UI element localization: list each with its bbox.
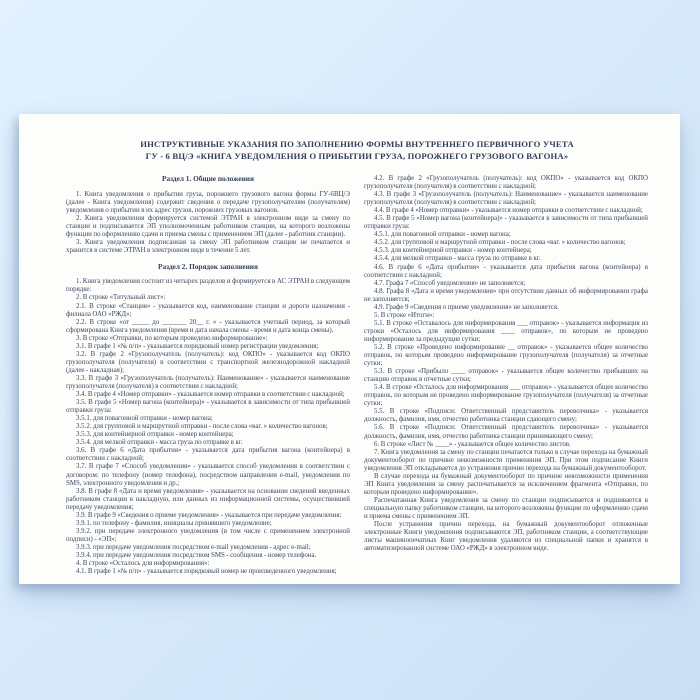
paragraph: 3.9.3. при передаче уведомления посредством e-mail уведомления - адрес e-mail; xyxy=(76,543,311,551)
paragraph: 5.2. В строке «Проведено информирование __ отправок» - указывается общее количество отправок, по которым проведено информирование грузополучателя (получателя) за отчетные сутки; xyxy=(364,343,648,368)
paragraph: В случае перехода на бумажный документооборот по причине невозможности применения ЭП Книга уведомления за смену распечатывается за исключением фрагмента «Отправки, по которым проведено информирование». xyxy=(364,472,648,496)
paragraph: 4.2. В графе 2 «Грузополучатель (получатель): код ОКПО» - указывается код ОКПО грузополучателя (получателя) в соответствии с накладной; xyxy=(364,175,648,191)
paragraph: 3.9.1. по телефону - фамилия, инициалы принявшего уведомление; xyxy=(76,519,272,527)
paragraph: 3.6. В графе 6 «Дата прибытия» - указывается дата прибытия вагона (контейнера) в соответствии с накладной; xyxy=(66,447,350,463)
paragraph: 2. В строке «Титульный лист»: xyxy=(76,294,166,302)
paragraph: 3. В строке «Отправки, по которым проведено информирование»: xyxy=(76,334,268,342)
paragraph: 3.5.1. для повагонной отправки - номер вагона; xyxy=(76,415,213,423)
paragraph: 3. Книга уведомления подписанная за смену ЭП работником станции не печатается и хранится в системе ЭТРАН в электронном виде в течение 5 лет. xyxy=(66,238,350,254)
paragraph: 5.6. В строке «Подписи: Ответственный представитель перевозчика» - указывается должность, фамилия, имя, отчество работника станции принимающего смену; xyxy=(364,424,648,440)
document-title xyxy=(122,139,592,162)
paragraph: 4.5.3. для контейнерной отправки - номер контейнера; xyxy=(374,247,532,255)
document-body xyxy=(66,175,648,576)
paragraph: 3.5.3. для контейнерной отправки - номер контейнера; xyxy=(76,431,234,439)
paragraph: 5. В строке «Итоги»: xyxy=(374,311,435,319)
paragraph: 4.5.2. для групповой и маршрутной отправки - после слова «ваг. » количество вагонов; xyxy=(374,239,626,247)
paragraph: 3.5.2. для групповой и маршрутной отправки - после слова «ваг. » количество вагонов; xyxy=(76,423,328,431)
paragraph: 3.9.2. при передаче электронного уведомления (в том числе с применением электронной подписи) - «ЭП»; xyxy=(66,527,350,543)
paragraph: 5.4. В строке «Осталось для информирования ___ отправок» - указывается общее количество отправок, по которым не проведено информирование грузополучателя (получателя) за отчетные сутки; xyxy=(364,384,648,408)
paragraph: 4.7. Графа 7 «Способ уведомления» не заполняется; xyxy=(374,279,526,287)
paragraph: 4.5. В графе 5 «Номер вагона (контейнера)» - указывается в зависимости от типа прибывшей отправки груза: xyxy=(364,215,648,231)
paragraph: 3.1. В графе 1 «№ п/п» - указывается порядковый номер регистрации уведомления; xyxy=(76,342,319,350)
paragraph: 2.2. В строке «от _____ до _______ 20__ г. » - указывается учетный период, за который сформирована Книга уведомления (время и дата начала смены - время и дата конца смены). xyxy=(66,318,350,334)
paragraph: 1. Книга уведомления о прибытии груза, порожнего грузового вагона формы ГУ-6ВЦ/Э (далее - Книга уведомления) содержит сведения о передаче грузополучателям (получателям) уведомления о прибытии в их адрес грузов, порожних грузовых вагонов. xyxy=(66,190,350,214)
paragraph: 4.5.1. для повагонной отправки - номер вагона; xyxy=(374,231,511,239)
paragraph: 3.4. В графе 4 «Номер отправки» - указывается номер отправки в соответствии с накладной; xyxy=(76,391,345,399)
paragraph: 2.1. В строке «Станция» - указывается код, наименование станции и дороги назначения - филиала ОАО «РЖД»; xyxy=(66,302,350,318)
right-column xyxy=(364,175,648,576)
paragraph: 4.1. В графе 1 «№ п/п» - указывается порядковый номер не произведенного уведомления; xyxy=(76,568,337,576)
document-title-line-2: ГУ - 6 ВЦ/Э «КНИГА УВЕДОМЛЕНИЯ О ПРИБЫТИИ ГРУЗА, ПОРОЖНЕГО ГРУЗОВОГО ВАГОНА» xyxy=(145,150,569,161)
paragraph: После устранения причин перехода, на бумажный документооборот отложенные электронные Книги уведомления подписываются ЭП, работником станции, а соответствующие листы машинопечатных Книг уведомления удаляются из специальной папки и хранятся в автоматизированной системе ОАО «РЖД» в электронном виде. xyxy=(364,521,648,553)
paragraph: 4.4. В графе 4 «Номер отправки» - указывается номер отправки в соответствии с накладной; xyxy=(374,207,643,215)
paragraph: Распечатанная Книга уведомления за смену по станции подписывается и подшивается в специальную папку работником станции, на которого возложены функции по оформлению сдачи и приема смены с применением ЭП. xyxy=(364,496,648,520)
paragraph: 4. В строке «Осталось для информирования»: xyxy=(76,560,210,568)
paragraph: 2. Книга уведомления формируется системой ЭТРАН в электронном виде за смену по станции и подписывается ЭП уполномоченным работником станции, на которого возложены функции по оформлению сдачи и приема смены с применением ЭП (далее - работник станции). xyxy=(66,214,350,238)
paragraph: 3.9.4. при передаче уведомления посредством SMS - сообщения - номер телефона. xyxy=(76,551,317,559)
paragraph: 1. Книга уведомления состоит из четырех разделов и формируется в АС ЭТРАН в следующем порядке: xyxy=(66,278,350,294)
section-heading: Раздел 2. Порядок заполнения xyxy=(158,261,258,271)
paragraph: 5.1. В строке «Оставалось для информирования ___ отправок» - указывается информация из строки «Осталось для информирования ____ отправок», по которым не проведено информирование за предыдущие сутки; xyxy=(364,319,648,343)
paragraph: 4.8. Графа 8 «Дата и время уведомления» при отсутствии данных об информировании графа не заполняется; xyxy=(364,287,648,303)
left-column xyxy=(66,175,350,576)
paragraph: 3.5. В графе 5 «Номер вагона (контейнера)» - указывается в зависимости от типа прибывшей отправки груза: xyxy=(66,399,350,415)
paragraph: 4.6. В графе 6 «Дата прибытия» - указывается дата прибытия вагона (контейнера) в соответствии с накладной; xyxy=(364,263,648,279)
paragraph: 3.2. В графе 2 «Грузополучатель (получатель): код ОКПО» - указывается код ОКПО грузополучателя (получателя) в соответствии с транспортной железнодорожной накладной (далее - накладная); xyxy=(66,350,350,374)
section-heading: Раздел 1. Общие положения xyxy=(162,174,254,183)
paragraph: 5.5. В строке «Подписи: Ответственный представитель перевозчика» - указывается должность, фамилия, имя, отчество работника станции сдающего смену; xyxy=(364,408,648,424)
paragraph: 3.8. В графе 8 «Дата и время уведомления» - указывается на основании сведений введенных работником станции в накладную, или данных из информационной системы, осуществившей передачу уведомления; xyxy=(66,487,350,511)
paragraph: 4.9. Графе 9 «Сведения о приеме уведомления» не заполняется. xyxy=(374,303,559,311)
paragraph: 5.3. В строке «Прибыло ____ отправок» - указывается общее количество прибывших на станцию отправок в отчетные сутки; xyxy=(364,368,648,384)
paragraph: 4.3. В графе 3 «Грузополучатель (получатель): Наименование» - указывается наименование грузополучателя (получателя) в соответствии с накладной; xyxy=(364,191,648,207)
paragraph: 6. В строке «Лист № ____» - указывается общее количество листов. xyxy=(374,440,571,448)
paragraph: 3.9. В графе 9 «Сведения о приеме уведомления» - указывается при передаче уведомления: xyxy=(76,511,342,519)
paragraph: 3.3. В графе 3 «Грузополучатель (получатель): Наименование» - указывается наименование грузополучателя (получателя) в соответствии с накладной; xyxy=(66,374,350,390)
paragraph: 4.5.4. для мелкой отправки - масса груза по отправке в кг. xyxy=(374,255,541,263)
document-page xyxy=(19,114,680,584)
document-title-line-1: ИНСТРУКТИВНЫЕ УКАЗАНИЯ ПО ЗАПОЛНЕНИЮ ФОРМЫ ВНУТРЕННЕГО ПЕРВИЧНОГО УЧЕТА xyxy=(140,139,574,149)
paragraph: 7. Книга уведомления за смену по станции печатается только в случае перехода на бумажный документооборот по причине невозможности применения ЭП. При этом подписание Книги уведомления ЭП откладывается до устранения причин перехода на бумажный документооборот. xyxy=(364,448,648,472)
paragraph: 3.5.4. для мелкой отправки - масса груза по отправке в кг. xyxy=(76,439,243,447)
paragraph: 3.7. В графе 7 «Способ уведомления» - указывается способ уведомления в соответствии с договором: по телефону (номер телефона), посредством направления e-mail, уведомления по SMS, электронного уведомления и др.; xyxy=(66,463,350,487)
